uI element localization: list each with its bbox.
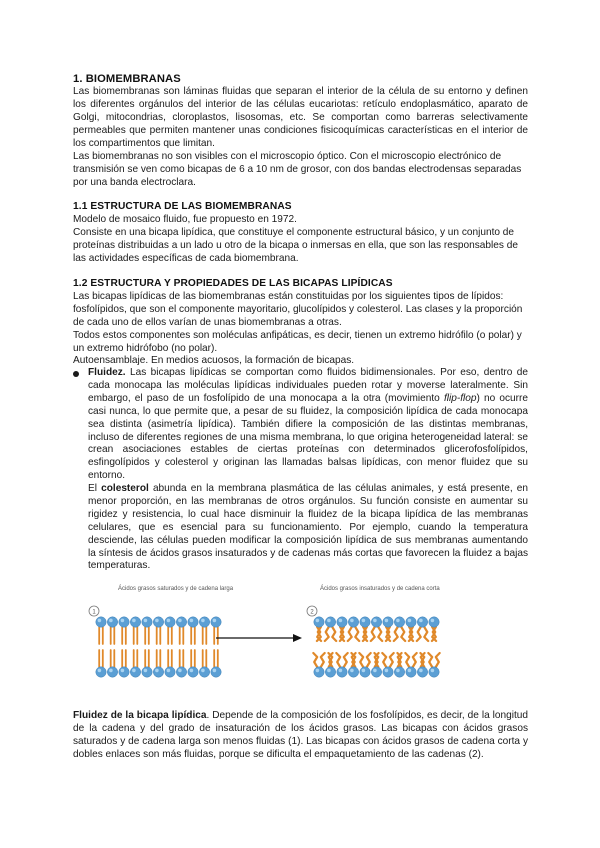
cholesterol-text: abunda en la membrana plasmática de las células animales, y está presente, en menor proporción, en las membranas de otros orgánulos. Su función consiste en aumentar su rigidez y resistencia, lo cual hace disminuir la fluidez de la bicapa lipídica de las membranas celulares, que es esencial para su funcionamiento. Por ejemplo, cuando la temperatura desciende, las células pueden modificar la composición lipídica de sus membranas aumentando la síntesis de ácidos grasos insaturados y de cadenas más cortas que favorecen la fluidez a bajas temperaturas. bbox=[88, 483, 529, 572]
transition-arrow bbox=[216, 634, 302, 642]
lipid-bilayer-figure bbox=[88, 576, 528, 688]
unsaturated-bilayer bbox=[313, 617, 439, 677]
left-panel-number: 1 bbox=[92, 609, 96, 616]
fluidity-paragraph bbox=[88, 367, 528, 483]
fluidity-text-a: Las bicapas lipídicas se comportan como fluidos bidimensionales. Por eso, dentro de cada monocapa las moléculas lipídicas individuales pueden rotar y moverse lateralmente. Sin embargo, el paso de un fosfolípido de una monocapa a la otra (movimiento bbox=[88, 367, 528, 404]
section-1-2-paragraph-3: Autoensamblaje. En medios acuosos, la formación de bicapas. bbox=[73, 355, 355, 366]
section-1-2-paragraph-2: Todos estos componentes son moléculas anfipáticas, es decir, tienen un extremo hidrófilo (o polar) y un extremo hidrófobo (no polar). bbox=[73, 330, 522, 354]
section-1-title: 1. BIOMEMBRANAS bbox=[73, 73, 181, 85]
section-1-1-paragraph-1: Modelo de mosaico fluido, fue propuesto en 1972. bbox=[73, 214, 297, 225]
right-panel-number: 2 bbox=[310, 609, 314, 616]
caption-text: . Depende de la composición de los fosfolípidos, es decir, de la longitud de la cadena y del grado de insaturación de los ácidos grasos. Las bicapas con ácidos grasos saturados y de cadena larga son menos fluidas (1). Las bicapas con ácidos grasos de cadena corta y dobles enlaces son más fluidas, porque se dificulta el empaquetamiento de las cadenas (2). bbox=[73, 710, 528, 760]
caption-term: Fluidez de la bicapa lipídica bbox=[73, 710, 207, 721]
section-1-1-title: 1.1 ESTRUCTURA DE LAS BIOMEMBRANAS bbox=[73, 201, 292, 212]
saturated-bilayer bbox=[96, 617, 221, 677]
cholesterol-term: colesterol bbox=[101, 483, 149, 494]
section-1-paragraph-2: Las biomembranas no son visibles con el microscopio óptico. Con el microscopio electrónico de transmisión se ven como bicapas de 6 a 10 nm de grosor, con dos bandas electrodensas separadas por una banda electroclara. bbox=[73, 151, 522, 188]
section-1-1-paragraph-2: Consiste en una bicapa lipídica, que constituye el componente estructural básico, y un conjunto de proteínas distribuidas a un lado u otro de la bicapa o inmersas en ella, que son las responsables de las actividades específicas de cada biomembrana. bbox=[73, 227, 518, 264]
cholesterol-prefix: El bbox=[88, 483, 102, 494]
fluidity-text-b: ) no ocurre casi nunca, lo que permite que, a pesar de su fluidez, la composición lipídica de cada monocapa sea distinta (asimetría lipídica). También difiere la composición de las distintas membranas, incluso de diferentes regiones de una misma membrana, lo que origina heterogeneidad lateral: se crean asociaciones estables de ciertas proteínas con determinados glicerofosfolípidos, esfingolípidos y colesterol y originan las llamadas balsas lipídicas, con menor fluidez que su entorno. bbox=[88, 392, 528, 482]
flip-flop-term: flip-flop bbox=[443, 392, 477, 404]
left-panel-label: Ácidos grasos saturados y de cadena larga bbox=[118, 586, 234, 592]
section-1-2-paragraph-1: Las bicapas lipídicas de las biomembranas están constituidas por los siguientes tipos de lípidos: fosfolípidos, que son el componente mayoritario, glucolípidos y colesterol. Las clases y la proporción de cada uno de ellos varían de unas biomembranas a otras. bbox=[73, 291, 523, 328]
section-1-paragraph-1: Las biomembranas son láminas fluidas que separan el interior de la célula de su entorno y definen los diferentes orgánulos del interior de las células eucariotas: retículo endoplasmático, aparato de Golgi, mitocondrias, cloroplastos, lisosomas, etc. Se comportan como barreras selectivamente permeables que permiten mantener unas condiciones fisicoquímicas características en el interior de los compartimentos que limitan. bbox=[73, 86, 528, 149]
section-1-2-title: 1.2 ESTRUCTURA Y PROPIEDADES DE LAS BICAPAS LIPÍDICAS bbox=[73, 278, 393, 289]
right-panel-label: Ácidos grasos insaturados y de cadena corta bbox=[320, 586, 440, 592]
figure-caption bbox=[73, 710, 528, 762]
cholesterol-paragraph bbox=[88, 483, 528, 573]
fluidity-term: Fluidez. bbox=[88, 367, 126, 378]
bullet-dot-icon bbox=[73, 371, 79, 377]
